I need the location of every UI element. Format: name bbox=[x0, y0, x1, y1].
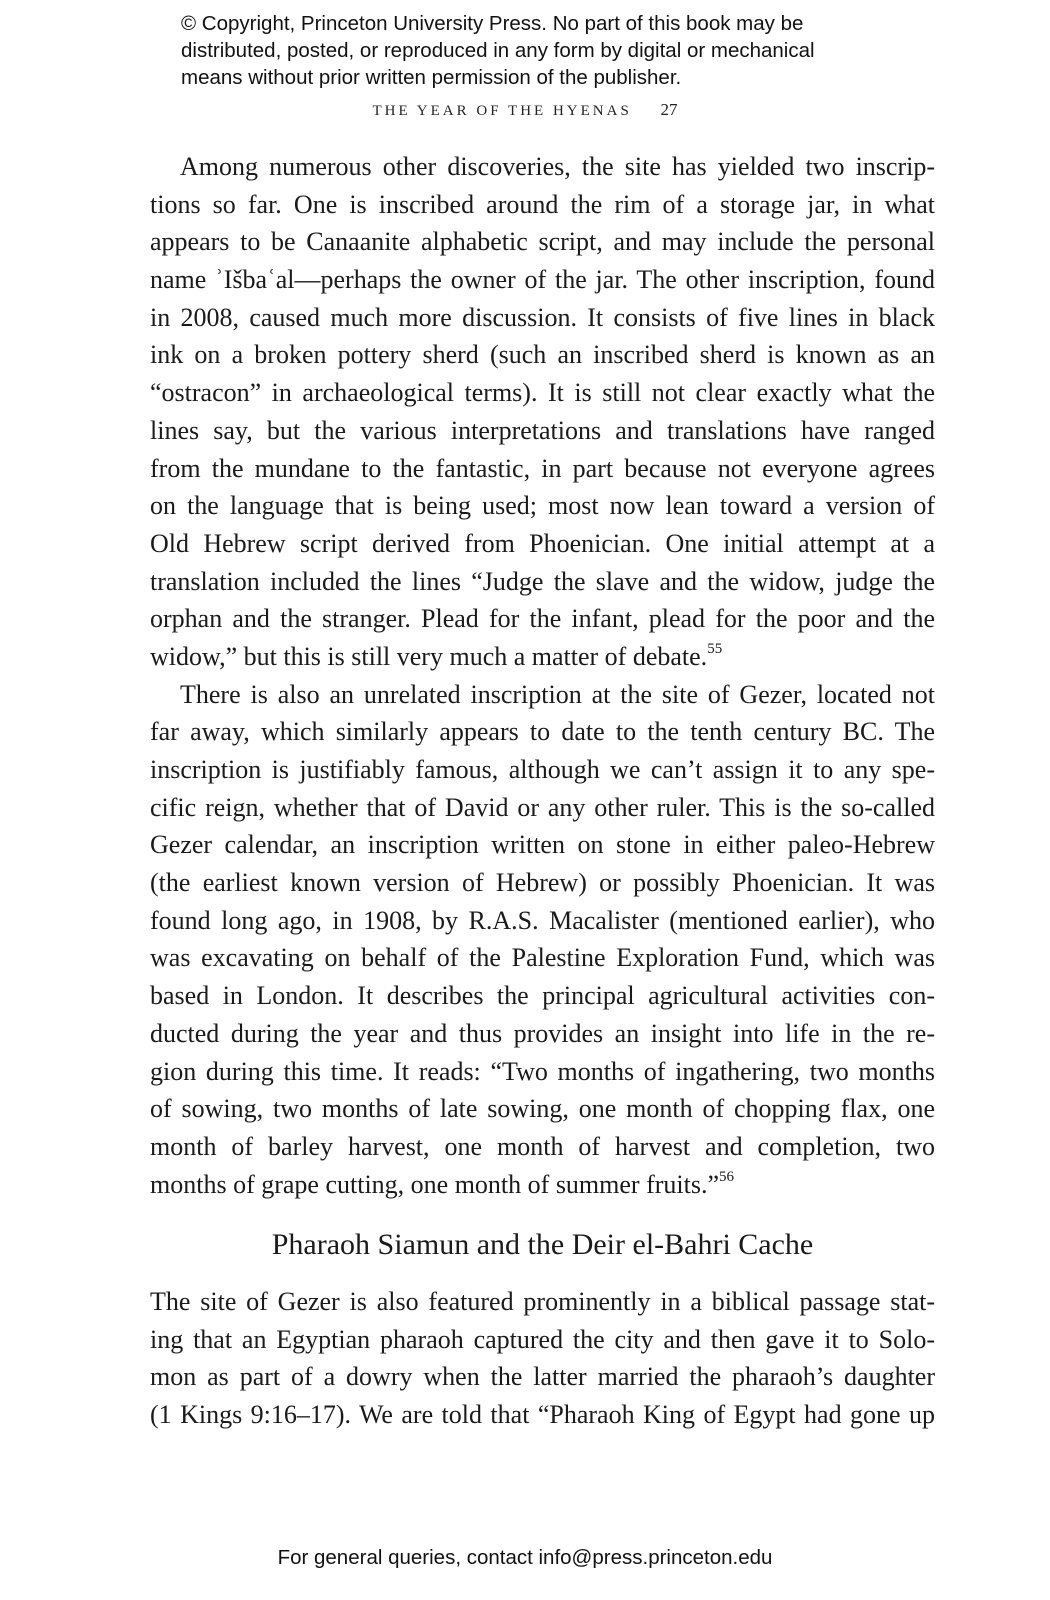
copyright-line: means without prior written permission of the publisher. bbox=[181, 66, 682, 89]
text-line: based in London. It describes the principal agricultural activities con- bbox=[150, 981, 935, 1011]
text-line: (1 Kings 9:16–17). We are told that “Pharaoh King of Egypt had gone up bbox=[150, 1400, 935, 1430]
text-line: Old Hebrew script derived from Phoenician. One initial attempt at a bbox=[150, 528, 935, 558]
text-line: on the language that is being used; most now lean toward a version of bbox=[150, 491, 935, 521]
footer-contact: For general queries, contact info@press.princeton.edu bbox=[277, 1546, 773, 1569]
copyright-line: © Copyright, Princeton University Press. No part of this book may be bbox=[181, 12, 804, 35]
page-number: 27 bbox=[660, 100, 678, 119]
text-line: from the mundane to the fantastic, in part because not everyone agrees bbox=[150, 453, 935, 483]
body-section-1 bbox=[150, 148, 935, 1203]
text-line: gion during this time. It reads: “Two months of ingathering, two months bbox=[150, 1056, 935, 1086]
section-heading: Pharaoh Siamun and the Deir el-Bahri Cache bbox=[271, 1228, 814, 1261]
text-line: appears to be Canaanite alphabetic script, and may include the personal bbox=[150, 227, 935, 257]
text-line: orphan and the stranger. Plead for the infant, plead for the poor and the bbox=[150, 604, 935, 634]
text-line: inscription is justifiably famous, although we can’t assign it to any spe- bbox=[150, 755, 935, 784]
text-line: translation included the lines “Judge the slave and the widow, judge the bbox=[150, 566, 935, 596]
copyright-line: distributed, posted, or reproduced in any form by digital or mechanical bbox=[181, 39, 815, 62]
text-line: ink on a broken pottery sherd (such an inscribed sherd is known as an bbox=[150, 340, 935, 370]
body-section-2 bbox=[150, 1283, 935, 1434]
text-line: month of barley harvest, one month of harvest and completion, two bbox=[150, 1131, 935, 1161]
text-line: Gezer calendar, an inscription written on stone in either paleo-Hebrew bbox=[150, 830, 935, 860]
text-line: in 2008, caused much more discussion. It consists of five lines in black bbox=[150, 302, 935, 332]
running-head-title: THE YEAR OF THE HYENAS bbox=[372, 103, 632, 119]
text-line: The site of Gezer is also featured prominently in a biblical passage stat- bbox=[150, 1287, 935, 1316]
text-fragment: widow,” but this is still very much a matter of debate. bbox=[150, 641, 708, 671]
text-fragment: months of grape cutting, one month of summer fruits.” bbox=[150, 1169, 720, 1199]
text-line: mon as part of a dowry when the latter married the pharaoh’s daughter bbox=[150, 1362, 935, 1392]
text-line: of sowing, two months of late sowing, one month of chopping flax, one bbox=[150, 1094, 935, 1124]
text-line: name ʾIšbaʿal—perhaps the owner of the jar. The other inscription, found bbox=[150, 265, 935, 295]
running-head bbox=[0, 100, 1050, 120]
text-line: (the earliest known version of Hebrew) or possibly Phoenician. It was bbox=[150, 868, 935, 898]
text-line: tions so far. One is inscribed around the rim of a storage jar, in what bbox=[150, 189, 935, 219]
text-line: cific reign, whether that of David or any other ruler. This is the so-called bbox=[150, 792, 935, 822]
text-line: ing that an Egyptian pharaoh captured the city and then gave it to Solo- bbox=[150, 1324, 935, 1354]
text-line: Among numerous other discoveries, the site has yielded two inscrip- bbox=[180, 152, 935, 181]
footnote-marker: 56 bbox=[719, 1168, 735, 1185]
text-line bbox=[150, 638, 935, 676]
copyright-notice bbox=[181, 10, 901, 91]
text-line: There is also an unrelated inscription at the site of Gezer, located not bbox=[180, 679, 935, 709]
text-line bbox=[150, 1166, 935, 1204]
text-line: found long ago, in 1908, by R.A.S. Macalister (mentioned earlier), who bbox=[150, 905, 935, 935]
text-line: was excavating on behalf of the Palestine Exploration Fund, which was bbox=[150, 943, 935, 973]
text-line: far away, which similarly appears to date to the tenth century BC. The bbox=[150, 717, 935, 747]
text-line: ducted during the year and thus provides an insight into life in the re- bbox=[150, 1018, 935, 1048]
text-line: “ostracon” in archaeological terms). It is still not clear exactly what the bbox=[150, 378, 935, 408]
text-line: lines say, but the various interpretations and translations have ranged bbox=[150, 415, 935, 445]
footnote-marker: 55 bbox=[707, 640, 723, 657]
